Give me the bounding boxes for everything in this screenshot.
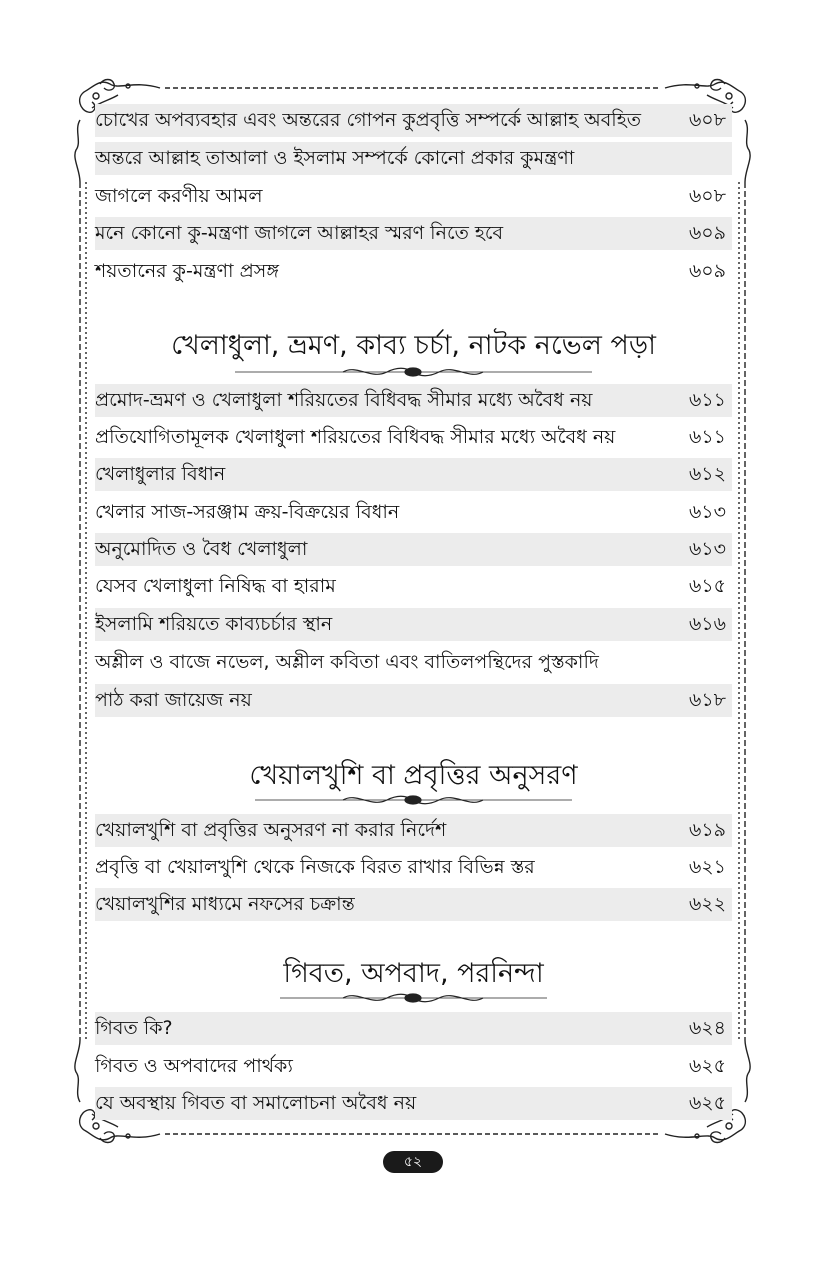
toc-entry[interactable] [95, 142, 732, 175]
toc-entry[interactable] [95, 570, 732, 603]
section-heading: খেলাধুলা, ভ্রমণ, কাব্য চর্চা, নাটক নভেল পড়া [171, 330, 656, 361]
toc-entry[interactable] [95, 608, 732, 641]
heading-ornament [95, 990, 732, 1006]
toc-entry-title: প্রবৃত্তি বা খেয়ালখুশি থেকে নিজকে বিরত রাখার বিভিন্ন স্তর [95, 856, 535, 878]
toc-entry-title: যেসব খেলাধুলা নিষিদ্ধ বা হারাম [95, 575, 336, 597]
toc-entry-title: প্রতিযোগিতামূলক খেলাধুলা শরিয়তের বিধিবদ্ধ সীমার মধ্যে অবৈধ নয় [95, 426, 616, 448]
toc-entry-title: অনুমোদিত ও বৈধ খেলাধুলা [95, 538, 308, 560]
toc-entry-page: ৬১৯ [688, 819, 726, 841]
toc-entry-title: গিবত কি? [95, 1017, 173, 1039]
toc-entry[interactable] [95, 533, 732, 566]
toc-entry-title: শয়তানের কু-মন্ত্রণা প্রসঙ্গ [95, 260, 279, 282]
toc-entry[interactable] [95, 1012, 732, 1045]
toc-entry-title: অন্তরে আল্লাহ তাআলা ও ইসলাম সম্পর্কে কোনো প্রকার কুমন্ত্রণা [95, 147, 575, 169]
toc-entry-title: খেলাধুলার বিধান [95, 463, 226, 485]
toc-entry-title: জাগলে করণীয় আমল [95, 185, 263, 207]
toc-entry[interactable] [95, 496, 732, 529]
toc-entry[interactable] [95, 851, 732, 884]
toc-entry-page: ৬০৮ [688, 109, 726, 131]
toc-entry-title: মনে কোনো কু-মন্ত্রণা জাগলে আল্লাহর স্মরণ নিতে হবে [95, 222, 504, 244]
heading-ornament [95, 792, 732, 808]
section-heading: গিবত, অপবাদ, পরনিন্দা [283, 958, 544, 989]
toc-entry-page: ৬১১ [688, 389, 726, 411]
toc-entry[interactable] [95, 421, 732, 454]
toc-entry-page: ৬২৪ [688, 1017, 726, 1039]
toc-entry[interactable] [95, 104, 732, 137]
toc-entry-page: ৬১৩ [688, 501, 726, 523]
toc-entry-title: খেয়ালখুশি বা প্রবৃত্তির অনুসরণ না করার নির্দেশ [95, 819, 447, 841]
toc-entry-page: ৬২৫ [688, 1055, 726, 1077]
toc-entry-continued[interactable] [95, 684, 732, 717]
toc-entry[interactable] [95, 384, 732, 417]
toc-entry-title: খেলার সাজ-সরঞ্জাম ক্রয়-বিক্রয়ের বিধান [95, 501, 400, 523]
toc-entry-page: ৬০৯ [688, 260, 726, 282]
heading-ornament [95, 364, 732, 380]
toc-entry-page: ৬১১ [688, 426, 726, 448]
toc-entry-title: যে অবস্থায় গিবত বা সমালোচনা অবৈধ নয় [95, 1092, 417, 1114]
toc-entry-page: ৬১২ [688, 463, 726, 485]
toc-entry-page: ৬১৮ [688, 689, 726, 711]
section-heading: খেয়ালখুশি বা প্রবৃত্তির অনুসরণ [249, 760, 578, 791]
toc-entry[interactable] [95, 888, 732, 921]
toc-entry-title: গিবত ও অপবাদের পার্থক্য [95, 1055, 293, 1077]
toc-entry-page: ৬২৫ [688, 1092, 726, 1114]
toc-entry-title: অশ্লীল ও বাজে নভেল, অশ্লীল কবিতা এবং বাতিলপন্থিদের পুস্তকাদি [95, 651, 599, 673]
toc-entry-page: ৬১৩ [688, 538, 726, 560]
toc-entry[interactable] [95, 1050, 732, 1083]
toc-entry-title: খেয়ালখুশির মাধ্যমে নফসের চক্রান্ত [95, 893, 355, 915]
toc-entry-title: ইসলামি শরিয়তে কাব্যচর্চার স্থান [95, 613, 333, 635]
toc-entry-page: ৬১৫ [688, 575, 726, 597]
toc-entry-page: ৬০৮ [688, 185, 726, 207]
toc-entry-title: পাঠ করা জায়েজ নয় [95, 689, 252, 711]
toc-entry-page: ৬২২ [688, 893, 726, 915]
toc-entry-page: ৬২১ [688, 856, 726, 878]
toc-entry-title: প্রমোদ-ভ্রমণ ও খেলাধুলা শরিয়তের বিধিবদ্ধ সীমার মধ্যে অবৈধ নয় [95, 389, 593, 411]
toc-entry[interactable] [95, 458, 732, 491]
toc-entry[interactable] [95, 255, 732, 288]
toc-entry-page: ৬০৯ [688, 222, 726, 244]
toc-entry[interactable] [95, 1087, 732, 1120]
toc-entry[interactable] [95, 814, 732, 847]
toc-entry-title: চোখের অপব্যবহার এবং অন্তরের গোপন কুপ্রবৃত্তি সম্পর্কে আল্লাহ অবহিত [95, 109, 641, 131]
page-number: ৫২ [383, 1151, 443, 1173]
toc-entry-page: ৬১৬ [688, 613, 726, 635]
toc-entry-continued[interactable] [95, 180, 732, 213]
toc-entry[interactable] [95, 646, 732, 679]
toc-entry[interactable] [95, 217, 732, 250]
